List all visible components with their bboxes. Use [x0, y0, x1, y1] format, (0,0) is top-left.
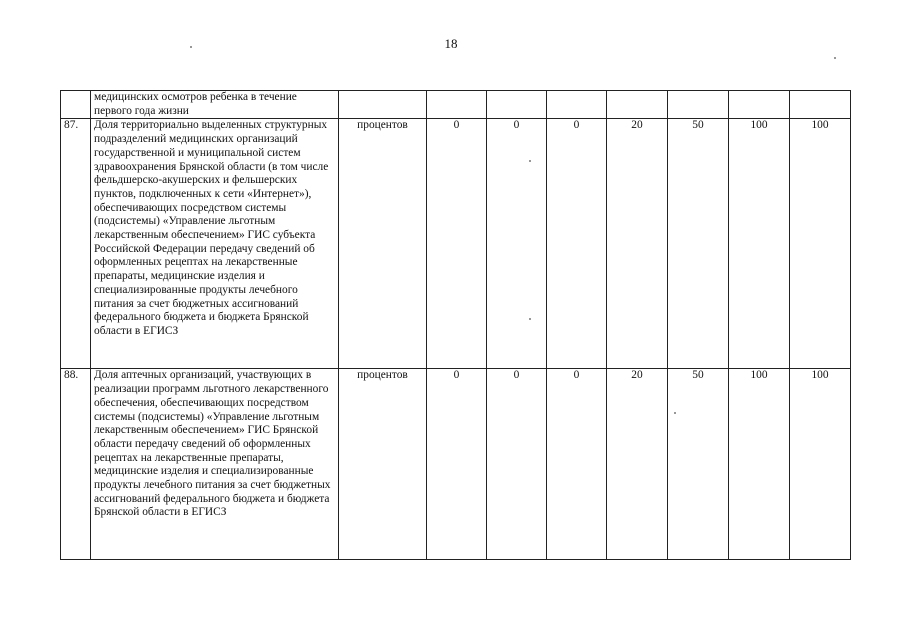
scan-speck	[190, 46, 192, 48]
value-cell: 100	[790, 119, 851, 369]
value-cell	[790, 91, 851, 119]
scan-speck	[834, 57, 836, 59]
row-number	[61, 91, 91, 119]
value-cell: 100	[790, 369, 851, 560]
value-cell: 0	[427, 119, 487, 369]
value-cell: 100	[729, 119, 790, 369]
value-cell	[547, 91, 607, 119]
value-cell	[729, 91, 790, 119]
value-cell: 20	[607, 119, 668, 369]
unit-cell: процентов	[339, 369, 427, 560]
indicators-table	[60, 90, 851, 560]
indicator-name: Доля аптечных организаций, участвующих в реализации программ льготного лекарственного обеспечения, обеспечивающих посредством системы (подсистемы) «Управление льготным лекарственным обеспечением» ГИС Брянской области передачу сведений об оформленных рецептах на лекарственные препараты, медицинские изделия и специализированные продукты лечебного питания за счет бюджетных ассигнований федерального бюджета и бюджета Брянской области в ЕГИСЗ	[91, 369, 339, 560]
value-cell: 50	[668, 369, 729, 560]
value-cell	[668, 91, 729, 119]
value-cell: 0	[427, 369, 487, 560]
value-cell: 0	[487, 369, 547, 560]
value-cell: 0	[547, 119, 607, 369]
value-cell: 0	[547, 369, 607, 560]
value-cell: 0	[487, 119, 547, 369]
unit-cell: процентов	[339, 119, 427, 369]
unit-cell	[339, 91, 427, 119]
value-cell: 100	[729, 369, 790, 560]
table-row	[61, 91, 851, 119]
value-cell: 20	[607, 369, 668, 560]
table-row	[61, 369, 851, 560]
table-row	[61, 119, 851, 369]
value-cell	[607, 91, 668, 119]
indicator-name: медицинских осмотров ребенка в течение первого года жизни	[91, 91, 339, 119]
value-cell: 50	[668, 119, 729, 369]
row-number: 88.	[61, 369, 91, 560]
value-cell	[427, 91, 487, 119]
row-number: 87.	[61, 119, 91, 369]
indicator-name: Доля территориально выделенных структурных подразделений медицинских организаций государственной и муниципальной систем здравоохранения Брянской области (в том числе фельдшерско-акушерских и фельшерских пунктов, подключенных к сети «Интернет»), обеспечивающих посредством системы (подсистемы) «Управление льготным лекарственным обеспечением» ГИС субъекта Российской Федерации передачу сведений об оформленных рецептах на лекарственные препараты, медицинские изделия и специализированные продукты лечебного питания за счет бюджетных ассигнований федерального бюджета и бюджета Брянской области в ЕГИСЗ	[91, 119, 339, 369]
value-cell	[487, 91, 547, 119]
page-number: 18	[444, 36, 458, 51]
